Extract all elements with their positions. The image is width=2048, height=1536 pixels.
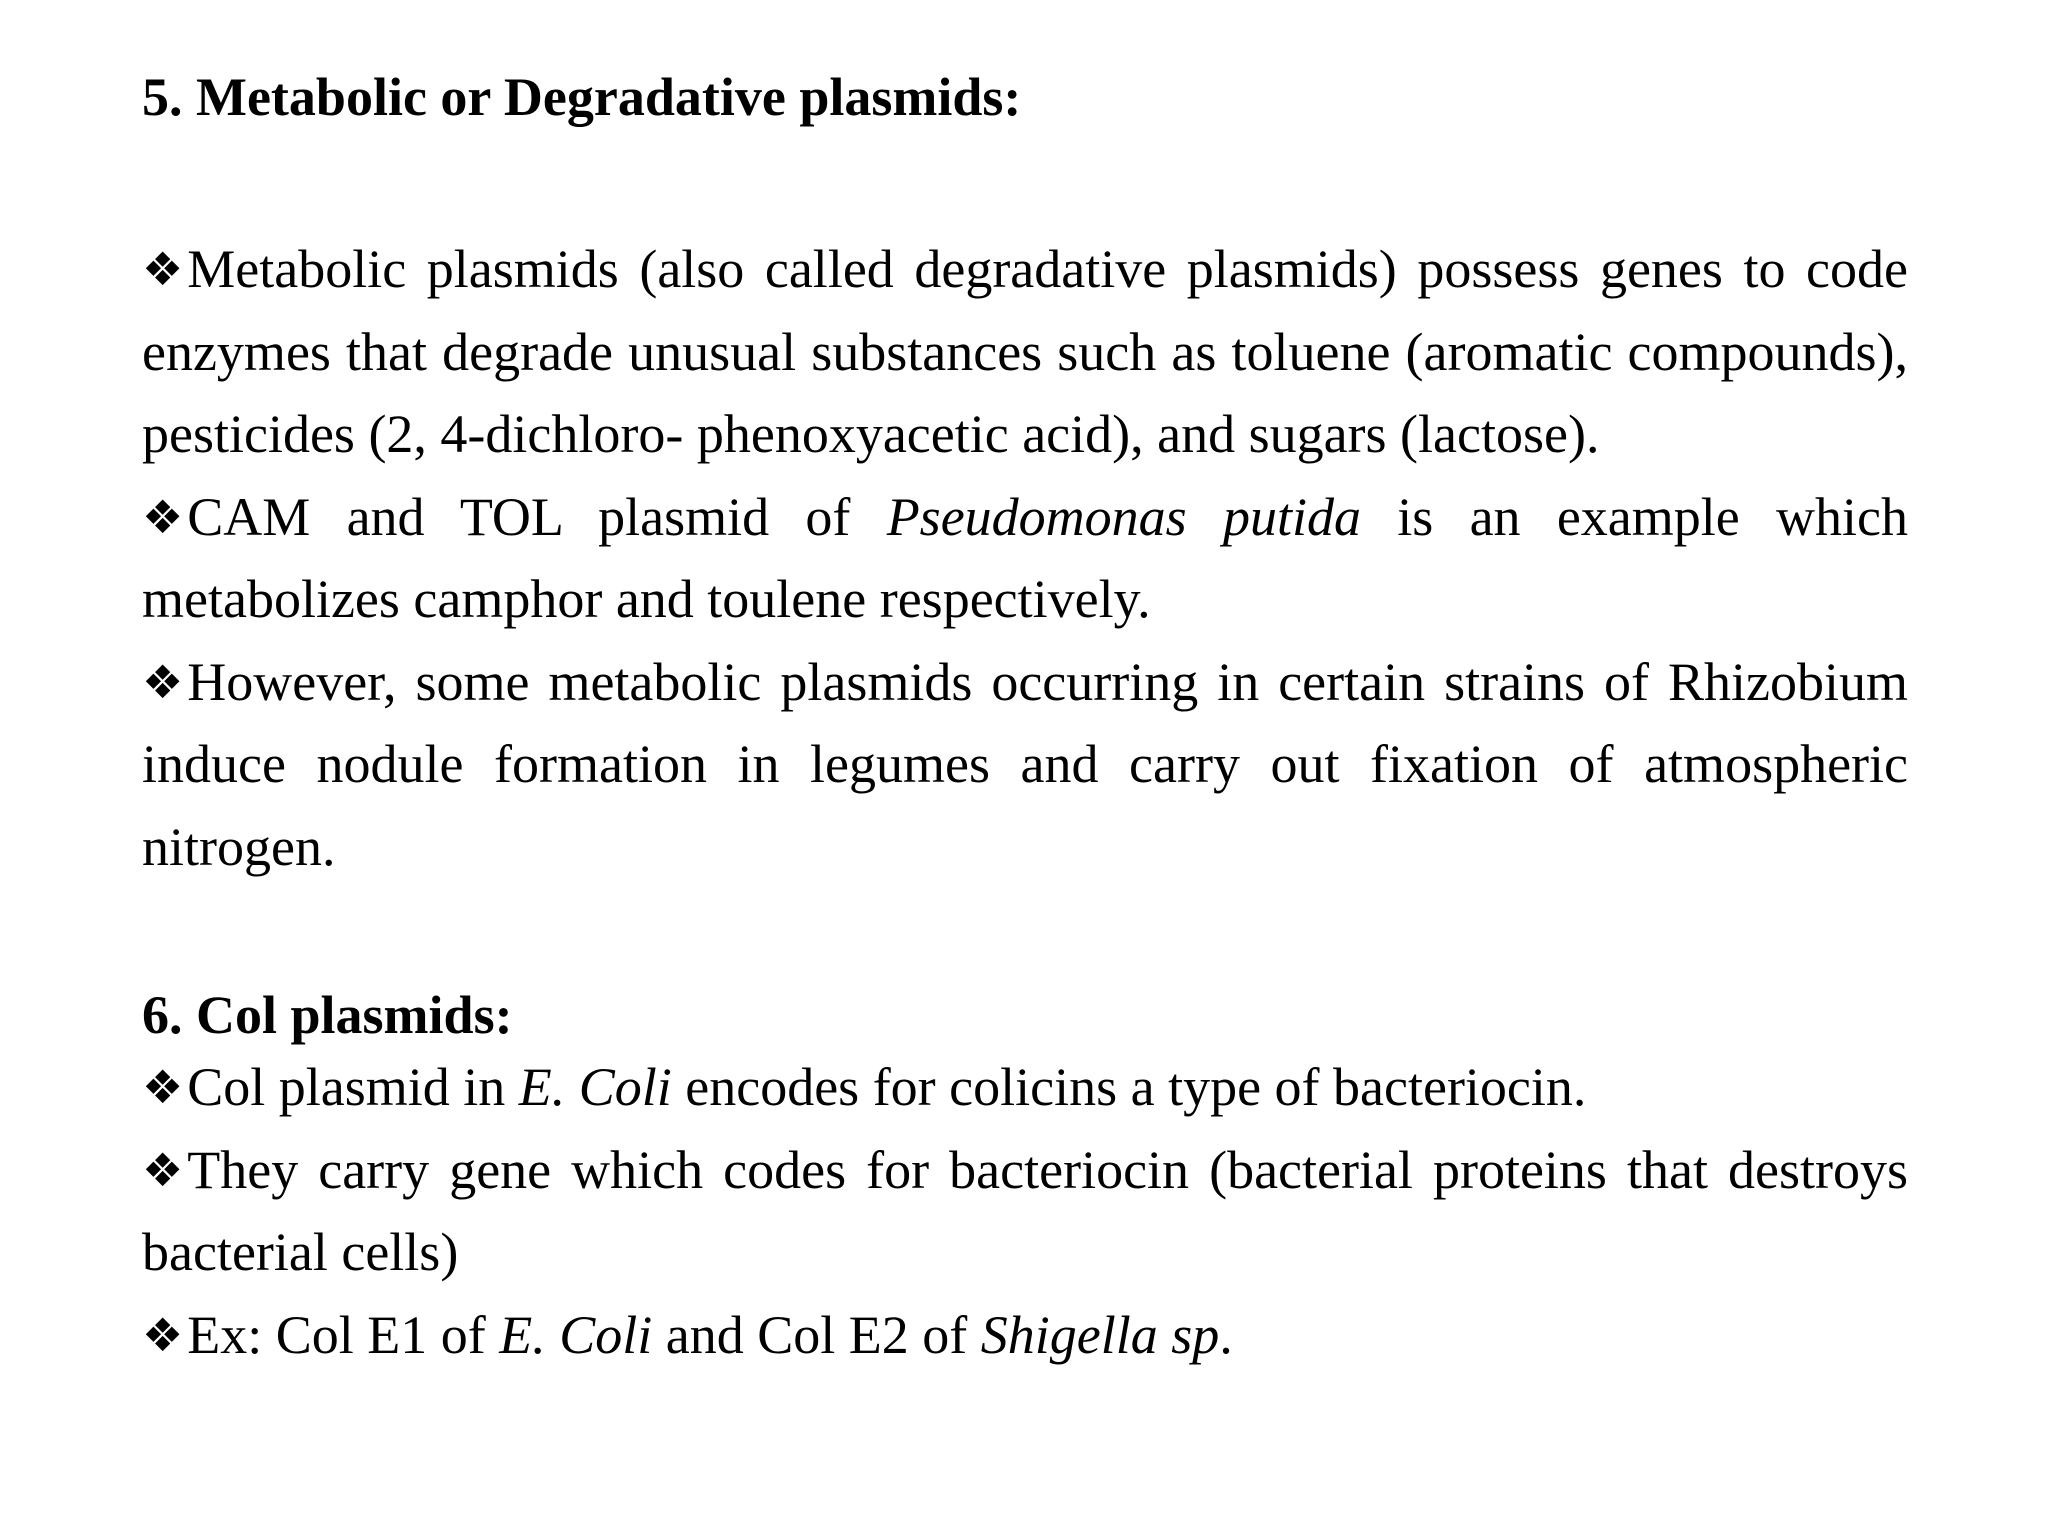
organism-name: E. Coli bbox=[499, 1304, 653, 1365]
diamond-bullet-icon: ❖ bbox=[142, 489, 184, 544]
bullet-text: encodes for colicins a type of bacteriocin. bbox=[671, 1057, 1587, 1117]
bullet-text: CAM and TOL plasmid of bbox=[187, 486, 887, 547]
diamond-bullet-icon: ❖ bbox=[142, 654, 184, 709]
bullet-text: Ex: Col E1 of bbox=[187, 1304, 500, 1365]
organism-name: Shigella sp bbox=[980, 1304, 1220, 1365]
organism-name: E. Coli bbox=[518, 1057, 672, 1117]
bullet-item bbox=[142, 641, 1908, 889]
bullet-item bbox=[142, 1294, 1908, 1377]
bullet-item bbox=[142, 1046, 1908, 1129]
diamond-bullet-icon: ❖ bbox=[142, 1142, 184, 1197]
section-metabolic-plasmids bbox=[142, 66, 1908, 888]
diamond-bullet-icon: ❖ bbox=[142, 1060, 184, 1114]
bullet-text: . bbox=[1219, 1304, 1233, 1365]
bullet-text: Col plasmid in bbox=[187, 1057, 519, 1117]
section-col-plasmids bbox=[142, 984, 1908, 1376]
section-heading: 6. Col plasmids: bbox=[142, 985, 513, 1045]
section-heading: 5. Metabolic or Degradative plasmids: bbox=[142, 67, 1022, 127]
bullet-item bbox=[142, 476, 1908, 641]
bullet-text: and Col E2 of bbox=[652, 1304, 981, 1365]
diamond-bullet-icon: ❖ bbox=[142, 242, 184, 296]
bullet-text: is an example which metabolizes camphor and toulene respectively. bbox=[142, 486, 1908, 629]
bullet-item bbox=[142, 228, 1908, 476]
bullet-text: They carry gene which codes for bacteriocin (bacterial proteins that destroys bacterial cells) bbox=[142, 1139, 1908, 1282]
bullet-item bbox=[142, 1129, 1908, 1294]
bullet-text: Metabolic plasmids (also called degradative plasmids) possess genes to code enzymes that degrade unusual substances such as toluene (aromatic compounds), pesticides (2, 4-dichloro- phenoxyacetic acid), and sugars (lactose). bbox=[142, 239, 1908, 464]
diamond-bullet-icon: ❖ bbox=[142, 1307, 184, 1362]
organism-name: Pseudomonas putida bbox=[886, 486, 1361, 547]
document-page bbox=[142, 66, 1908, 1376]
bullet-text: However, some metabolic plasmids occurring in certain strains of Rhizobium induce nodule formation in legumes and carry out fixation of atmospheric nitrogen. bbox=[142, 651, 1908, 877]
